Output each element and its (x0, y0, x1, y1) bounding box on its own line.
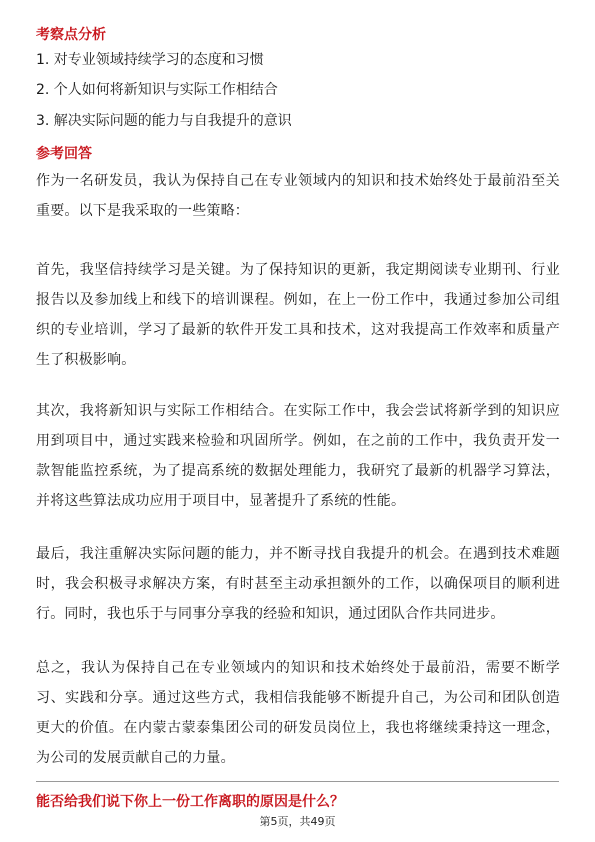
analysis-point-1: 1. 对专业领域持续学习的态度和习惯 (36, 52, 264, 68)
analysis-point-2: 2. 个人如何将新知识与实际工作相结合 (36, 82, 278, 98)
answer-paragraph-second: 其次，我将新知识与实际工作相结合。在实际工作中，我会尝试将新学到的知识应用到项目中，通过实践来检验和巩固所学。例如，在之前的工作中，我负责开发一款智能监控系统，为了提高系统的数据处理能力，我研究了最新的机器学习算法，并将这些算法成功应用于项目中，显著提升了系统的性能。 (36, 403, 560, 509)
answer-heading: 参考回答 (36, 146, 92, 162)
answer-paragraph-conclusion: 总之，我认为保持自己在专业领域内的知识和技术始终处于最前沿，需要不断学习、实践和分享。通过这些方式，我相信我能够不断提升自己，为公司和团队创造更大的价值。在内蒙古蒙泰集团公司的研发员岗位上，我也将继续秉持这一理念，为公司的发展贡献自己的力量。 (36, 660, 560, 766)
answer-paragraph-first: 首先，我坚信持续学习是关键。为了保持知识的更新，我定期阅读专业期刊、行业报告以及参加线上和线下的培训课程。例如，在上一份工作中，我通过参加公司组织的专业培训，学习了最新的软件开发工具和技术，这对我提高工作效率和质量产生了积极影响。 (36, 262, 560, 368)
section-divider (36, 781, 559, 782)
analysis-point-3: 3. 解决实际问题的能力与自我提升的意识 (36, 113, 292, 129)
answer-paragraph-third: 最后，我注重解决实际问题的能力，并不断寻找自我提升的机会。在遇到技术难题时，我会积极寻求解决方案，有时甚至主动承担额外的工作，以确保项目的顺利进行。同时，我也乐于与同事分享我的经验和知识，通过团队合作共同进步。 (36, 546, 560, 622)
next-question: 能否给我们说下你上一份工作离职的原因是什么？ (36, 794, 344, 810)
analysis-heading: 考察点分析 (36, 27, 106, 43)
page-number: 第5页，共49页 (259, 815, 336, 828)
answer-paragraph-intro: 作为一名研发员，我认为保持自己在专业领域内的知识和技术始终处于最前沿至关重要。以下是我采取的一些策略： (36, 173, 560, 219)
